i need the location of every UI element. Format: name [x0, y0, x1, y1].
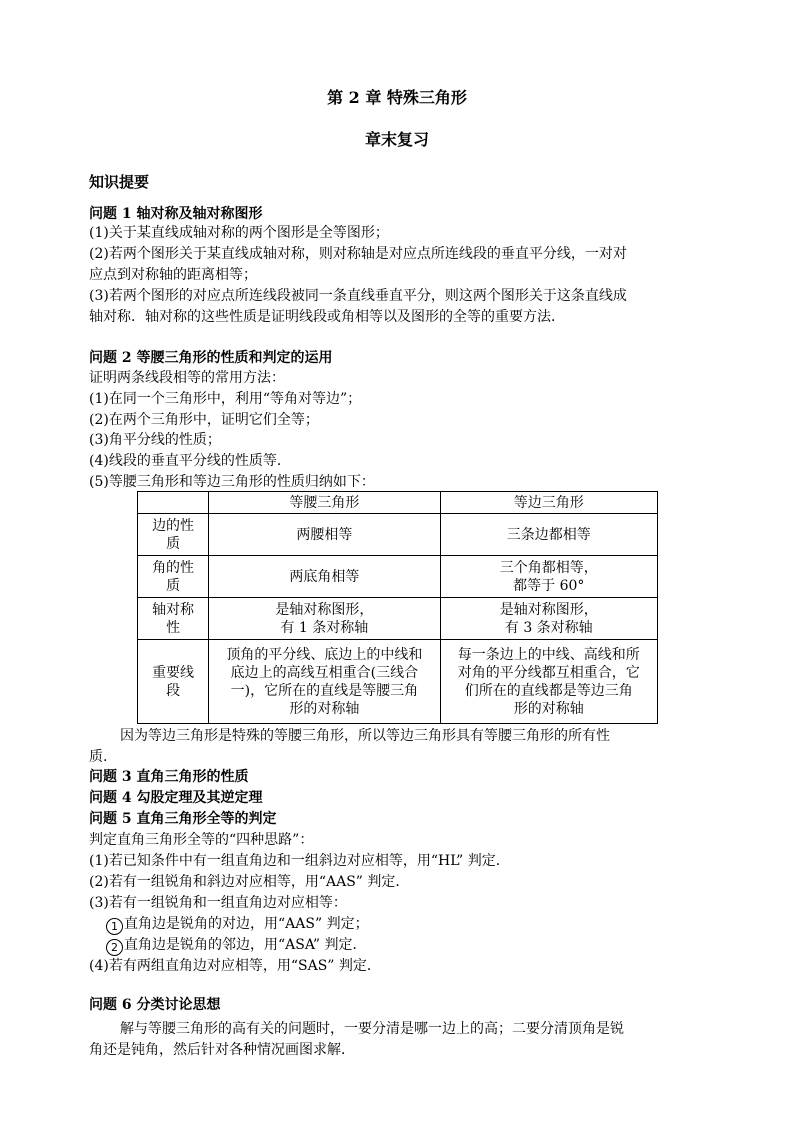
table-header-row [138, 492, 658, 514]
isosceles-cell: 两腰相等 [209, 514, 440, 556]
equilateral-cell: 三个角都相等， 都等于 60° [440, 556, 657, 598]
table-row [138, 598, 658, 640]
isosceles-cell: 两底角相等 [209, 556, 440, 598]
q3-heading: 问题 3 直角三角形的性质 [89, 769, 249, 785]
section-title: 知识提要 [89, 173, 150, 191]
table-row [138, 556, 658, 598]
sub-title: 章末复习 [364, 130, 429, 149]
row-label: 轴对称 性 [138, 598, 209, 640]
summary-line: 因为等边三角形是特殊的等腰三角形，所以等边三角形具有等腰三角形的所有性 [120, 728, 610, 744]
row-label: 边的性 质 [138, 514, 209, 556]
table-header-cell [138, 492, 209, 514]
q1-line: 应点到对称轴的距离相等； [89, 267, 257, 283]
equilateral-cell: 每一条边上的中线、高线和所 对角的平分线都互相重合，它 们所在的直线都是等边三角 形的对称轴 [440, 640, 657, 724]
table-header-cell: 等腰三角形 [209, 492, 440, 514]
q5-line: (3)若有一组锐角和一组直角边对应相等： [89, 895, 347, 911]
q5-subitem: 1 直角边是锐角的对边，用“AAS” 判定； [106, 915, 369, 935]
q1-line: 轴对称．轴对称的这些性质是证明线段或角相等以及图形的全等的重要方法． [89, 309, 565, 325]
circled-number: 1 [106, 918, 123, 935]
isosceles-cell: 顶角的平分线、底边上的中线和 底边上的高线互相重合(三线合 一)，它所在的直线是等腰三角 形的对称轴 [209, 640, 440, 724]
chapter-title: 第 2 章 特殊三角形 [327, 88, 467, 107]
q2-line: (2)在两个三角形中，证明它们全等； [89, 412, 319, 428]
summary-line: 质. [89, 749, 108, 765]
equilateral-cell: 是轴对称图形， 有 3 条对称轴 [440, 598, 657, 640]
q2-line: 证明两条线段相等的常用方法： [89, 370, 285, 386]
properties-table [137, 491, 658, 724]
q5-line: (2)若有一组锐角和斜边对应相等，用“AAS” 判定． [89, 874, 410, 890]
q5-heading: 问题 5 直角三角形全等的判定 [89, 811, 277, 827]
q5-line: (1)若已知条件中有一组直角边和一组斜边对应相等，用“HL” 判定． [89, 853, 510, 869]
q1-line: (1)关于某直线成轴对称的两个图形是全等图形； [89, 225, 389, 241]
row-label: 角的性 质 [138, 556, 209, 598]
row-label: 重要线 段 [138, 640, 209, 724]
q5-line: (4)若有两组直角边对应相等，用“SAS” 判定． [89, 958, 381, 974]
q6-heading: 问题 6 分类讨论思想 [89, 997, 221, 1013]
q1-line: (2)若两个图形关于某直线成轴对称，则对称轴是对应点所连线段的垂直平分线，一对对 [89, 246, 627, 262]
q1-line: (3)若两个图形的对应点所连线段被同一条直线垂直平分，则这两个图形关于这条直线成 [89, 288, 627, 304]
circled-number: 2 [106, 939, 123, 956]
q2-heading: 问题 2 等腰三角形的性质和判定的运用 [89, 350, 333, 366]
q5-line: 判定直角三角形全等的“四种思路”： [89, 832, 314, 848]
q5-subitem: 2 直角边是锐角的邻边，用“ASA” 判定． [106, 936, 367, 956]
table-row [138, 640, 658, 724]
table-row [138, 514, 658, 556]
q2-line: (1)在同一个三角形中，利用“等角对等边”； [89, 391, 362, 407]
table-header-cell: 等边三角形 [440, 492, 657, 514]
q2-line: (3)角平分线的性质； [89, 432, 221, 448]
q2-line: (5)等腰三角形和等边三角形的性质归纳如下： [89, 474, 375, 490]
q6-line: 角还是钝角，然后针对各种情况画图求解． [89, 1042, 355, 1058]
equilateral-cell: 三条边都相等 [440, 514, 657, 556]
q1-heading: 问题 1 轴对称及轴对称图形 [89, 206, 263, 222]
q6-line: 解与等腰三角形的高有关的问题时，一要分清是哪一边上的高；二要分清顶角是锐 [120, 1021, 624, 1037]
q2-line: (4)线段的垂直平分线的性质等． [89, 453, 291, 469]
q4-heading: 问题 4 勾股定理及其逆定理 [89, 790, 263, 806]
isosceles-cell: 是轴对称图形， 有 1 条对称轴 [209, 598, 440, 640]
